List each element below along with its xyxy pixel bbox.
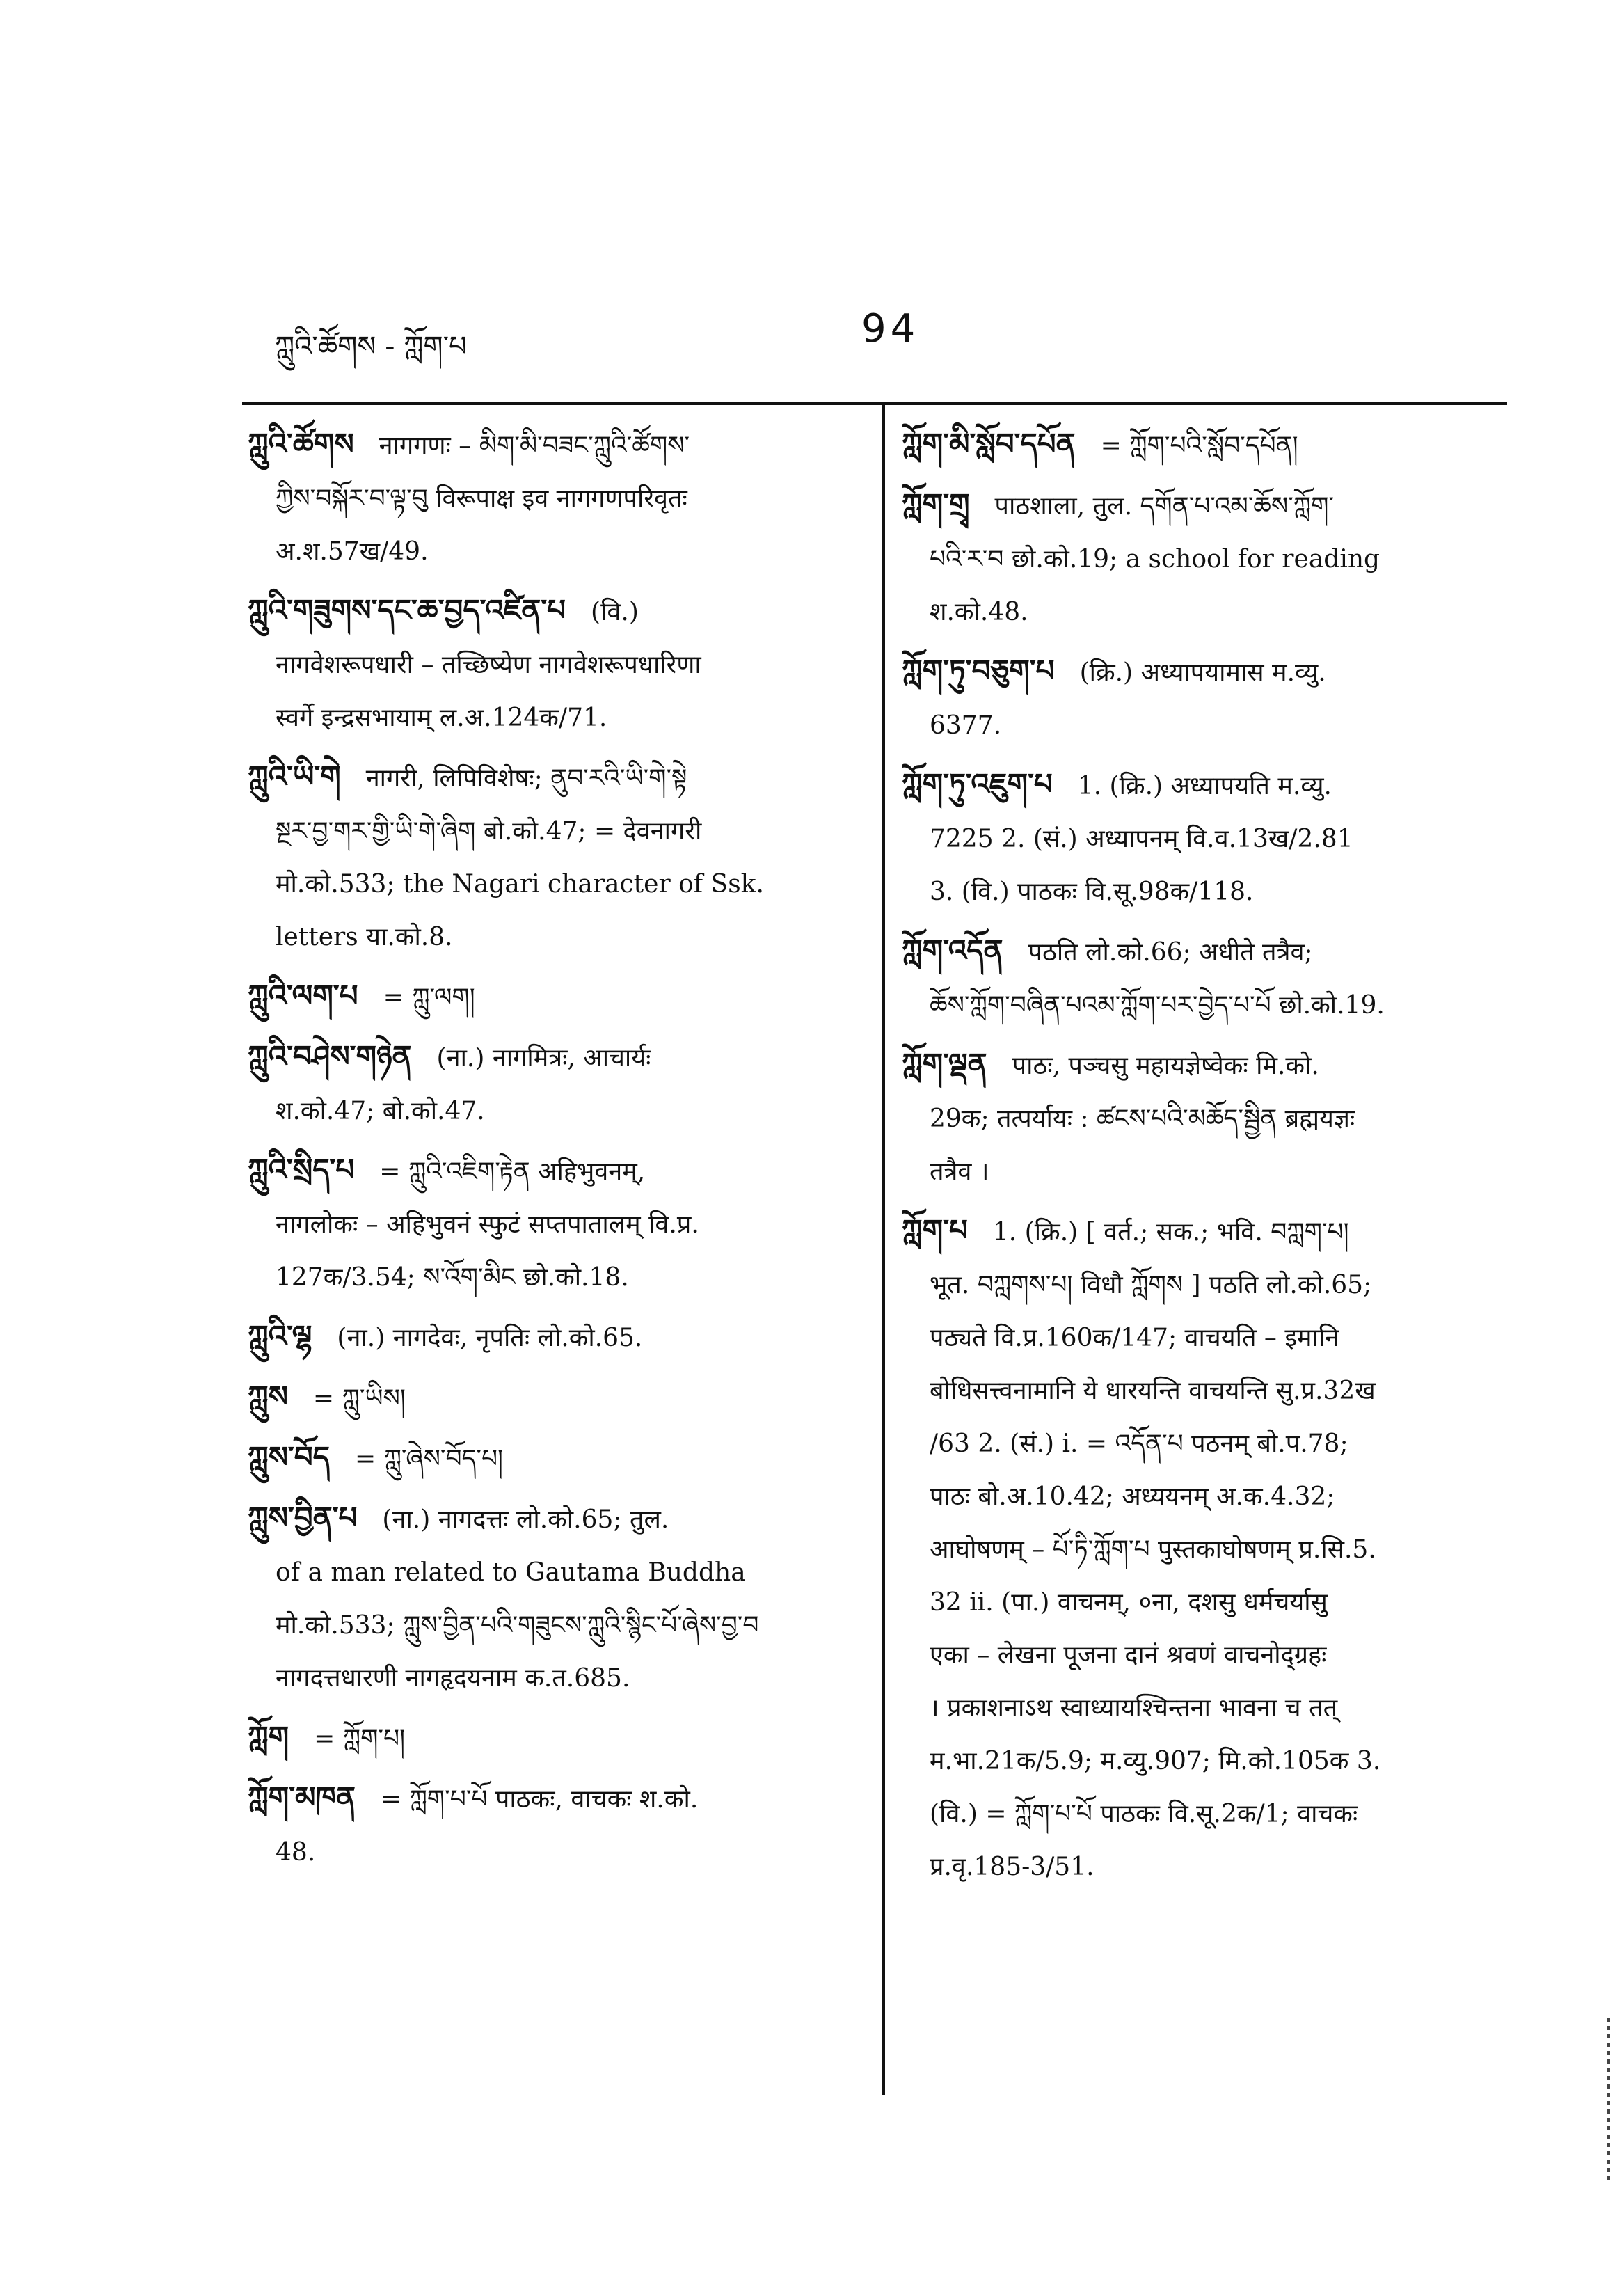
definition-text: (ना.) नागदत्तः लो.को.65; तुल.	[382, 1505, 669, 1534]
headword: ཀླུས	[248, 1379, 288, 1414]
entry-line	[248, 1370, 860, 1425]
definition-text: स्वर्गे इन्द्रसभायाम् ल.अ.124क/71.	[276, 704, 607, 732]
entry-line	[902, 1259, 1514, 1312]
definition-text: नागदत्तधारणी नागहृदयनाम क.त.685.	[276, 1664, 630, 1693]
entry-line	[902, 1576, 1514, 1629]
entry-line	[902, 1682, 1514, 1735]
definition-text: /63 2. (सं.) i. = འདོན་པ पठनम् बो.प.78;	[930, 1430, 1348, 1458]
definition-text: अ.श.57ख/49.	[276, 537, 429, 566]
entry-line	[902, 478, 1514, 533]
definition-text: नागवेशरूपधारी – तच्छिष्येण नागवेशरूपधारिणा	[276, 651, 701, 679]
definition-text: letters या.को.8.	[276, 923, 453, 951]
headword: ཀླུས་བྱིན་པ	[248, 1501, 358, 1535]
definition-text: (ना.) नागमित्रः, आचार्यः	[436, 1044, 651, 1072]
entry-line	[902, 1418, 1514, 1471]
entry-line	[902, 1312, 1514, 1365]
headword: ཀློག་ཏུ་བཅུག་པ	[902, 654, 1055, 688]
definition-text: 3. (वि.) पाठकः वि.सू.98क/118.	[930, 878, 1254, 906]
definition-text: 127क/3.54; ས་འོག་མིང छो.को.18.	[276, 1263, 629, 1292]
definition-text: मो.को.533; ཀླུས་བྱིན་པའི་གཟུངས་ཀླུའི་སྙིང་པོ་ཞེས་བྱ་བ	[276, 1611, 759, 1640]
definition-text: སྔར་བྱ་གར་གྱི་ཡི་གེ་ཞིག बो.को.47; = देवनागरी	[276, 817, 702, 846]
entry-line	[902, 1841, 1514, 1894]
headword: ཀླུའི་ཡི་གེ	[248, 759, 341, 793]
definition-text: नागलोकः – अहिभुवनं स्फुटं सप्तपातालम् वि.प्र.	[276, 1210, 699, 1239]
definition-text: = ཀླུ་ཡིས།	[312, 1384, 406, 1413]
dictionary-entry	[902, 758, 1514, 919]
definition-text: 29क; तत्पर्यायः : ཚངས་པའི་མཆོད་སྦྱིན ब्रह्मयज्ञः	[930, 1105, 1355, 1133]
entry-line	[248, 1771, 860, 1826]
entry-line	[902, 1093, 1514, 1146]
definition-text: 48.	[276, 1838, 316, 1867]
entry-line	[902, 533, 1514, 586]
definition-text: (क्रि.) अध्यापयामास म.व्यु.	[1079, 658, 1326, 687]
entry-line	[248, 750, 860, 805]
definition-text: नागरी, लिपिविशेषः; ནུབ་རའི་ཡི་གེ་སྟེ	[365, 764, 687, 793]
running-head: ཀླུའི་ཚོགས - ཀློག་པ	[275, 331, 467, 363]
definition-text: = ཀློག་པ་པོ पाठकः, वाचकः श.को.	[380, 1785, 699, 1814]
definition-text: = ཀླུའི་འཇིག་རྟེན अहिभुवनम्,	[379, 1157, 646, 1186]
dictionary-entry	[902, 1204, 1514, 1894]
entry-line	[248, 525, 860, 578]
entry-line	[902, 758, 1514, 813]
entry-line	[248, 418, 860, 473]
headword: ཀླུས་བོད	[248, 1440, 330, 1474]
definition-text: (वि.) = ཀློག་པ་པོ पाठकः वि.सू.2क/1; वाचकः	[930, 1800, 1358, 1828]
entry-line	[902, 1038, 1514, 1093]
entry-line	[902, 1365, 1514, 1418]
entry-line	[902, 1523, 1514, 1576]
dictionary-entry	[248, 1030, 860, 1138]
page-number: 94	[861, 306, 920, 351]
entry-line	[248, 1251, 860, 1304]
definition-text: पाठशाला, तुल. དགོན་པ་འམ་ཆོས་ཀློག་	[994, 492, 1335, 521]
entry-line	[248, 1431, 860, 1486]
definition-text: पाठः, पञ्चसु महायज्ञेष्वेकः मि.को.	[1012, 1052, 1319, 1080]
left-column	[248, 418, 860, 1885]
headword: ཀླུའི་ཚོགས	[248, 427, 354, 461]
definition-text: 7225 2. (सं.) अध्यापनम् वि.व.13ख/2.81	[930, 825, 1353, 853]
dictionary-entry	[248, 1491, 860, 1705]
entry-line	[902, 644, 1514, 699]
definition-text: आघोषणम् – པོ་ཏི་ཀློག་པ पुस्तकाघोषणम् प्र.सि.5.	[930, 1535, 1376, 1564]
entry-line	[902, 866, 1514, 919]
headword: ཀློག་འདོན	[902, 933, 1003, 967]
entry-line	[248, 805, 860, 858]
definition-text: । प्रकाशनाऽथ स्वाध्यायश्चिन्तना भावना च तत्	[930, 1694, 1338, 1723]
entry-line	[902, 1788, 1514, 1841]
entry-line	[248, 911, 860, 964]
entry-line	[248, 1491, 860, 1546]
definition-text: ཆོས་ཀློག་བཞིན་པའམ་ཀློག་པར་བྱེད་པ་པོ छो.को.19.	[930, 991, 1385, 1020]
entry-line	[248, 969, 860, 1024]
scan-margin-marks	[1607, 2018, 1610, 2185]
right-column	[902, 418, 1514, 1899]
dictionary-entry	[248, 1143, 860, 1304]
definition-text: (वि.)	[591, 598, 639, 626]
definition-text: मो.को.533; the Nagari character of Ssk.	[276, 870, 764, 898]
headword: ཀློག་ཏུ་འཇུག་པ	[902, 767, 1053, 801]
dictionary-entry	[902, 478, 1514, 639]
entry-line	[902, 699, 1514, 752]
definition-text: པའི་ར་བ छो.को.19; a school for reading	[930, 545, 1380, 573]
definition-text: 32 ii. (पा.) वाचनम्, ०ना, दशसु धर्मचर्यासु	[930, 1588, 1328, 1617]
entry-line	[902, 1735, 1514, 1788]
definition-text: 6377.	[930, 711, 1002, 740]
entry-line	[248, 1826, 860, 1879]
dictionary-entry	[902, 418, 1514, 473]
definition-text: (ना.) नागदेवः, नृपतिः लो.को.65.	[337, 1324, 643, 1352]
header-rule	[242, 402, 1507, 405]
entry-line	[248, 1711, 860, 1766]
headword: ཀློག་གྲྭ	[902, 487, 970, 521]
entry-line	[248, 1085, 860, 1138]
entry-line	[902, 1629, 1514, 1682]
headword: ཀློག་ལྡན	[902, 1047, 987, 1081]
headword: ཀླུའི་གཟུགས་དང་ཆ་བྱད་འཛིན་པ	[248, 593, 566, 627]
entry-line	[248, 692, 860, 745]
dictionary-entry	[248, 1431, 860, 1486]
dictionary-entry	[902, 1038, 1514, 1198]
entry-line	[902, 979, 1514, 1032]
definition-text: श.को.47; बो.को.47.	[276, 1097, 485, 1125]
entry-line	[248, 1599, 860, 1652]
entry-line	[248, 473, 860, 525]
dictionary-entry	[902, 924, 1514, 1032]
dictionary-entry	[248, 750, 860, 964]
dictionary-entry	[248, 969, 860, 1024]
definition-text: श.को.48.	[930, 598, 1028, 626]
dictionary-entry	[248, 418, 860, 578]
definition-text: भूत. བཀླགས་པ། विधौ ཀློགས ] पठति लो.को.65;	[930, 1271, 1372, 1299]
definition-text: नागगणः – མིག་མི་བཟང་ཀླུའི་ཚོགས་	[379, 432, 690, 460]
definition-text: पठति लो.को.66; अधीते तत्रैव;	[1028, 938, 1313, 967]
headword: ཀླུའི་སྲིད་པ	[248, 1153, 355, 1187]
definition-text: तत्रैव ।	[930, 1157, 989, 1186]
definition-text: 1. (क्रि.) अध्यापयति म.व्यु.	[1077, 772, 1332, 800]
headword: ཀླུའི་བཤེས་གཉེན	[248, 1039, 412, 1073]
definition-text: of a man related to Gautama Buddha	[276, 1558, 746, 1587]
definition-text: एका – लेखना पूजना दानं श्रवणं वाचनोद्ग्रहः	[930, 1641, 1327, 1670]
dictionary-entry	[902, 644, 1514, 752]
entry-line	[902, 418, 1514, 473]
headword: ཀློག་པ	[902, 1213, 968, 1247]
headword: ཀློག་མཁན	[248, 1780, 356, 1814]
entry-line	[248, 639, 860, 692]
entry-line	[902, 586, 1514, 639]
dictionary-entry	[248, 1771, 860, 1879]
definition-text: = ཀློག་པ།	[314, 1725, 406, 1753]
definition-text: ཀྱིས་བསྐོར་བ་ལྟ་བུ विरूपाक्ष इव नागगणपरिवृतः	[276, 484, 687, 513]
dictionary-entry	[248, 1370, 860, 1425]
entry-line	[248, 858, 860, 911]
column-divider	[882, 405, 885, 2095]
definition-text: पठ्यते वि.प्र.160क/147; वाचयति – इमानि	[930, 1324, 1339, 1352]
entry-line	[902, 813, 1514, 866]
definition-text: = ཀླུ་ལག།	[383, 983, 475, 1012]
entry-line	[902, 1471, 1514, 1523]
entry-line	[248, 584, 860, 639]
entry-line	[248, 1030, 860, 1085]
entry-line	[248, 1652, 860, 1705]
dictionary-entry	[248, 1711, 860, 1766]
entry-line	[902, 924, 1514, 979]
definition-text: = ཀློག་པའི་སློབ་དཔོན།	[1100, 432, 1298, 460]
definition-text: प्र.वृ.185-3/51.	[930, 1853, 1094, 1881]
definition-text: पाठः बो.अ.10.42; अध्ययनम् अ.क.4.32;	[930, 1482, 1335, 1511]
headword: ཀློག	[248, 1720, 289, 1754]
definition-text: = ཀླུ་ཞེས་བོད་པ།	[354, 1445, 504, 1473]
entry-line	[248, 1143, 860, 1198]
headword: ཀླུའི་ལག་པ	[248, 979, 358, 1013]
entry-line	[902, 1204, 1514, 1259]
dictionary-entry	[248, 584, 860, 745]
definition-text: 1. (क्रि.) [ वर्त.; सक.; भवि. བཀླག་པ།	[992, 1218, 1349, 1246]
entry-line	[248, 1310, 860, 1365]
entry-line	[902, 1146, 1514, 1198]
dictionary-entry	[248, 1310, 860, 1365]
definition-text: म.भा.21क/5.9; म.व्यु.907; मि.को.105क 3.	[930, 1747, 1381, 1775]
entry-line	[248, 1546, 860, 1599]
entry-line	[248, 1198, 860, 1251]
headword: ཀློག་མི་སློབ་དཔོན	[902, 427, 1076, 461]
definition-text: बोधिसत्त्वनामानि ये धारयन्ति वाचयन्ति सु.प्र.32ख	[930, 1377, 1376, 1405]
headword: ཀླུའི་ལྷ	[248, 1319, 312, 1353]
